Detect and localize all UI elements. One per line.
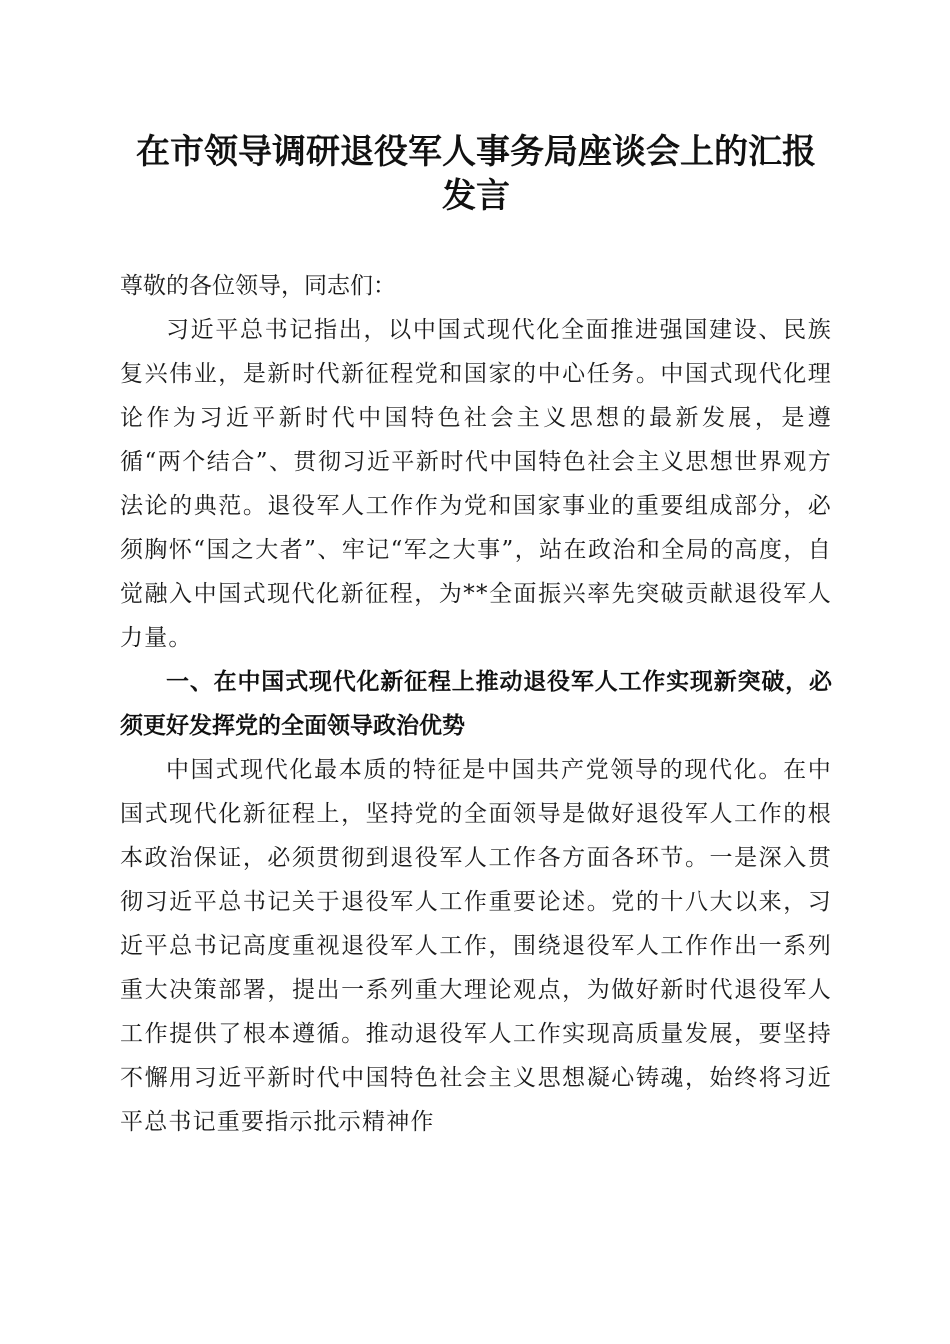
section-heading-1: 一、在中国式现代化新征程上推动退役军人工作实现新突破，必须更好发挥党的全面领导政治优势 [120, 669, 832, 739]
salutation: 尊敬的各位领导，同志们： [120, 273, 396, 299]
document-title [120, 130, 832, 218]
paragraph-section-1: 中国式现代化最本质的特征是中国共产党领导的现代化。在中国式现代化新征程上，坚持党的全面领导是做好退役军人工作的根本政治保证，必须贯彻到退役军人工作各方面各环节。一是深入贯彻习近平总书记关于退役军人工作重要论述。党的十八大以来，习近平总书记高度重视退役军人工作，围绕退役军人工作作出一系列重大决策部署，提出一系列重大理论观点，为做好新时代退役军人工作提供了根本遵循。推动退役军人工作实现高质量发展，要坚持不懈用习近平新时代中国特色社会主义思想凝心铸魂，始终将习近平总书记重要指示批示精神作 [120, 757, 832, 1135]
paragraph-intro: 习近平总书记指出，以中国式现代化全面推进强国建设、民族复兴伟业，是新时代新征程党和国家的中心任务。中国式现代化理论作为习近平新时代中国特色社会主义思想的最新发展，是遵循“两个结合”、贯彻习近平新时代中国特色社会主义思想世界观方法论的典范。退役军人工作作为党和国家事业的重要组成部分，必须胸怀“国之大者”、牢记“军之大事”，站在政治和全局的高度，自觉融入中国式现代化新征程，为**全面振兴率先突破贡献退役军人力量。 [120, 317, 832, 651]
title-line-1: 在市领导调研退役军人事务局座谈会上的汇报 [136, 132, 816, 172]
title-line-2: 发言 [442, 176, 510, 216]
